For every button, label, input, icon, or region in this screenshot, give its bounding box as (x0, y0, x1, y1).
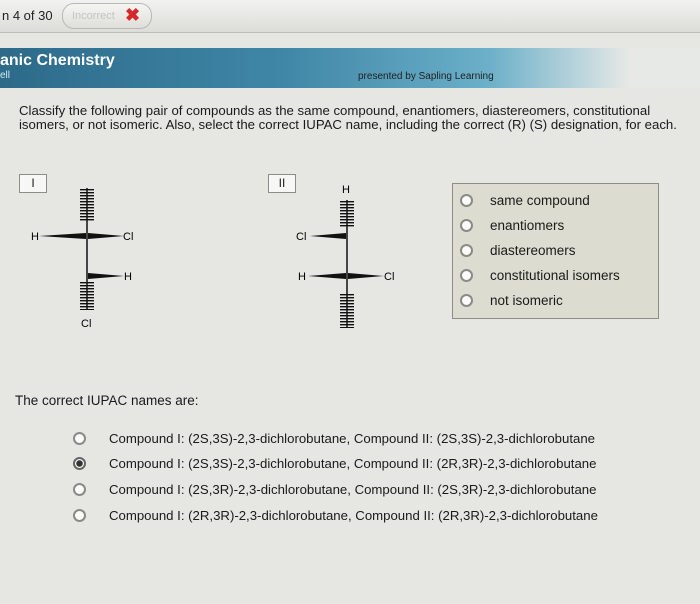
compound-2-wedge-lower-left (308, 273, 346, 279)
option-label: Compound I: (2S,3S)-2,3-dichlorobutane, Compound II: (2S,3S)-2,3-dichlorobutane (109, 430, 596, 446)
presented-by: presented by Sapling Learning (358, 71, 494, 82)
compound-1-wedge-lower (88, 273, 124, 279)
option-not-isomeric[interactable] (460, 289, 563, 311)
compound-1-bottom-right: H (124, 271, 132, 283)
iupac-option-1[interactable] (73, 427, 693, 449)
radio-button[interactable] (460, 294, 473, 307)
compound-1-bottom: Cl (81, 318, 92, 330)
option-label: constitutional isomers (490, 267, 620, 283)
compound-1-top-right: Cl (123, 231, 134, 243)
iupac-heading: The correct IUPAC names are: (15, 393, 199, 408)
radio-button-selected[interactable] (73, 457, 86, 470)
incorrect-icon: ✖ (125, 5, 141, 25)
compound-1-hash-bottom (80, 282, 94, 310)
radio-button[interactable] (73, 509, 86, 522)
compound-2-hash-bottom (340, 294, 354, 328)
option-enantiomers[interactable] (460, 214, 564, 236)
iupac-option-3[interactable] (73, 478, 693, 500)
course-subtitle: ell (0, 70, 11, 81)
radio-button[interactable] (460, 269, 473, 282)
compound-2-bottom-left: H (298, 271, 306, 283)
option-label: not isomeric (490, 292, 563, 308)
status-label: Incorrect (72, 10, 115, 22)
option-label: Compound I: (2S,3R)-2,3-dichlorobutane, Compound II: (2S,3R)-2,3-dichlorobutane (109, 481, 597, 497)
iupac-option-4[interactable] (73, 504, 693, 526)
compound-2-wedge-lower-right (348, 273, 384, 279)
option-same-compound[interactable] (460, 189, 590, 211)
course-title: anic Chemistry (0, 52, 115, 69)
compound-2-top-left: Cl (296, 231, 307, 243)
radio-button[interactable] (460, 194, 473, 207)
compound-1-structure (31, 188, 133, 330)
radio-button[interactable] (460, 244, 473, 257)
compound-1-hash-top (80, 188, 94, 222)
question-counter: n 4 of 30 (2, 8, 53, 23)
compound-1-wedge-left (39, 233, 86, 239)
compound-label-1: I (19, 174, 47, 193)
option-label: same compound (490, 192, 590, 208)
question-text: Classify the following pair of compounds as the same compound, enantiomers, diastereomers, constitutional isomers, or not isomeric. Also, select the correct IUPAC name, including the correct (R) (S) designation, for each. (19, 103, 677, 132)
radio-button[interactable] (460, 219, 473, 232)
compound-2-wedge-left (310, 233, 346, 239)
iupac-option-2[interactable] (73, 452, 693, 474)
option-label: Compound I: (2S,3S)-2,3-dichlorobutane, Compound II: (2R,3R)-2,3-dichlorobutane (109, 455, 597, 471)
option-constitutional-isomers[interactable] (460, 264, 620, 286)
option-diastereomers[interactable] (460, 239, 576, 261)
radio-button[interactable] (73, 483, 86, 496)
compound-2-structure (296, 184, 394, 328)
compound-1-wedge-right (88, 233, 124, 239)
radio-button[interactable] (73, 432, 86, 445)
compound-label-2: II (268, 174, 296, 193)
classification-options (452, 183, 659, 319)
compound-2-bottom-right: Cl (384, 271, 395, 283)
compound-2-top: H (342, 184, 350, 196)
option-label: diastereomers (490, 242, 576, 258)
option-label: enantiomers (490, 217, 565, 233)
compound-2-hash-top (340, 200, 354, 228)
option-label: Compound I: (2R,3R)-2,3-dichlorobutane, Compound II: (2R,3R)-2,3-dichlorobutane (109, 507, 598, 523)
compound-1-top-left: H (31, 231, 39, 243)
